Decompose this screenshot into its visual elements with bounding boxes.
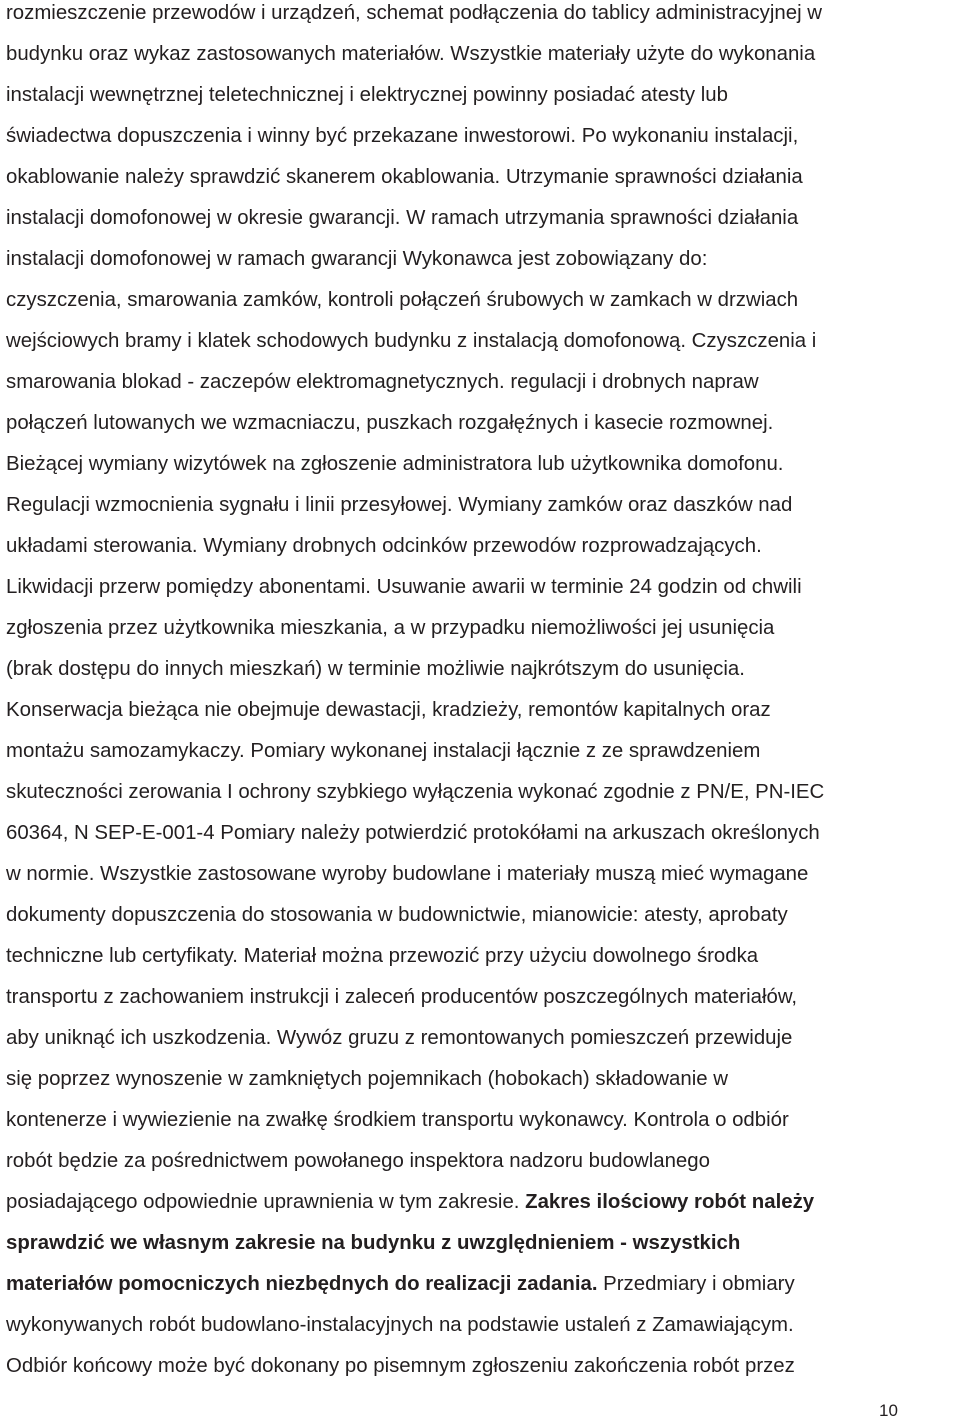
text-line: instalacji domofonowej w okresie gwarancji. W ramach utrzymania sprawności działania	[6, 207, 799, 229]
bold-text-line: sprawdzić we własnym zakresie na budynku z uwzględnieniem - wszystkich	[6, 1232, 741, 1254]
text-line: aby uniknąć ich uszkodzenia. Wywóz gruzu z remontowanych pomieszczeń przewiduje	[6, 1027, 793, 1049]
text-line: rozmieszczenie przewodów i urządzeń, schemat podłączenia do tablicy administracyjnej w	[6, 2, 823, 24]
text-line: zgłoszenia przez użytkownika mieszkania, a w przypadku niemożliwości jej usunięcia	[6, 617, 775, 639]
text-line: Odbiór końcowy może być dokonany po pisemnym zgłoszeniu zakończenia robót przez	[6, 1355, 795, 1377]
bold-span: materiałów pomocniczych niezbędnych do realizacji zadania.	[6, 1273, 598, 1295]
text-line: transportu z zachowaniem instrukcji i zaleceń producentów poszczególnych materiałów,	[6, 986, 798, 1008]
text-line: 60364, N SEP-E-001-4 Pomiary należy potwierdzić protokółami na arkuszach określonych	[6, 822, 820, 844]
text-line: robót będzie za pośrednictwem powołanego inspektora nadzoru budowlanego	[6, 1150, 710, 1172]
text-line: Konserwacja bieżąca nie obejmuje dewastacji, kradzieży, remontów kapitalnych oraz	[6, 699, 771, 721]
text-line: wykonywanych robót budowlano-instalacyjnych na podstawie ustaleń z Zamawiającym.	[6, 1314, 794, 1336]
bold-span: Zakres ilościowy robót należy	[525, 1191, 815, 1213]
text-line: dokumenty dopuszczenia do stosowania w budownictwie, mianowicie: atesty, aprobaty	[6, 904, 788, 926]
text-line: się poprzez wynoszenie w zamkniętych pojemnikach (hobokach) składowanie w	[6, 1068, 728, 1090]
text-span: posiadającego odpowiednie uprawnienia w tym zakresie.	[6, 1191, 526, 1213]
text-line-mixed	[6, 1272, 795, 1296]
text-line: w normie. Wszystkie zastosowane wyroby budowlane i materiały muszą mieć wymagane	[6, 863, 809, 885]
text-line: wejściowych bramy i klatek schodowych budynku z instalacją domofonową. Czyszczenia i	[6, 330, 817, 352]
text-line: świadectwa dopuszczenia i winny być przekazane inwestorowi. Po wykonaniu instalacji,	[6, 125, 799, 147]
text-line: układami sterowania. Wymiany drobnych odcinków przewodów rozprowadzających.	[6, 535, 762, 557]
text-line: smarowania blokad - zaczepów elektromagnetycznych. regulacji i drobnych napraw	[6, 371, 759, 393]
text-line: instalacji domofonowej w ramach gwarancji Wykonawca jest zobowiązany do:	[6, 248, 708, 270]
text-line: montażu samozamykaczy. Pomiary wykonanej instalacji łącznie z ze sprawdzeniem	[6, 740, 761, 762]
page-number: 10	[879, 1401, 898, 1420]
text-line: czyszczenia, smarowania zamków, kontroli połączeń śrubowych w zamkach w drzwiach	[6, 289, 799, 311]
text-line: instalacji wewnętrznej teletechnicznej i elektrycznej powinny posiadać atesty lub	[6, 84, 728, 106]
text-line: (brak dostępu do innych mieszkań) w terminie możliwie najkrótszym do usunięcia.	[6, 658, 745, 680]
text-line-mixed	[6, 1190, 814, 1214]
text-line: techniczne lub certyfikaty. Materiał można przewozić przy użyciu dowolnego środka	[6, 945, 759, 967]
text-line: okablowanie należy sprawdzić skanerem okablowania. Utrzymanie sprawności działania	[6, 166, 803, 188]
text-line: Regulacji wzmocnienia sygnału i linii przesyłowej. Wymiany zamków oraz daszków nad	[6, 494, 793, 516]
text-span: Przedmiary i obmiary	[597, 1273, 795, 1295]
text-line: skuteczności zerowania I ochrony szybkiego wyłączenia wykonać zgodnie z PN/E, PN-IEC	[6, 781, 825, 803]
text-line: Likwidacji przerw pomiędzy abonentami. Usuwanie awarii w terminie 24 godzin od chwili	[6, 576, 802, 598]
text-line: połączeń lutowanych we wzmacniaczu, puszkach rozgałęźnych i kasecie rozmownej.	[6, 412, 774, 434]
text-line: kontenerze i wywiezienie na zwałkę środkiem transportu wykonawcy. Kontrola o odbiór	[6, 1109, 789, 1131]
text-line: Bieżącej wymiany wizytówek na zgłoszenie administratora lub użytkownika domofonu.	[6, 453, 784, 475]
text-line: budynku oraz wykaz zastosowanych materiałów. Wszystkie materiały użyte do wykonania	[6, 43, 816, 65]
